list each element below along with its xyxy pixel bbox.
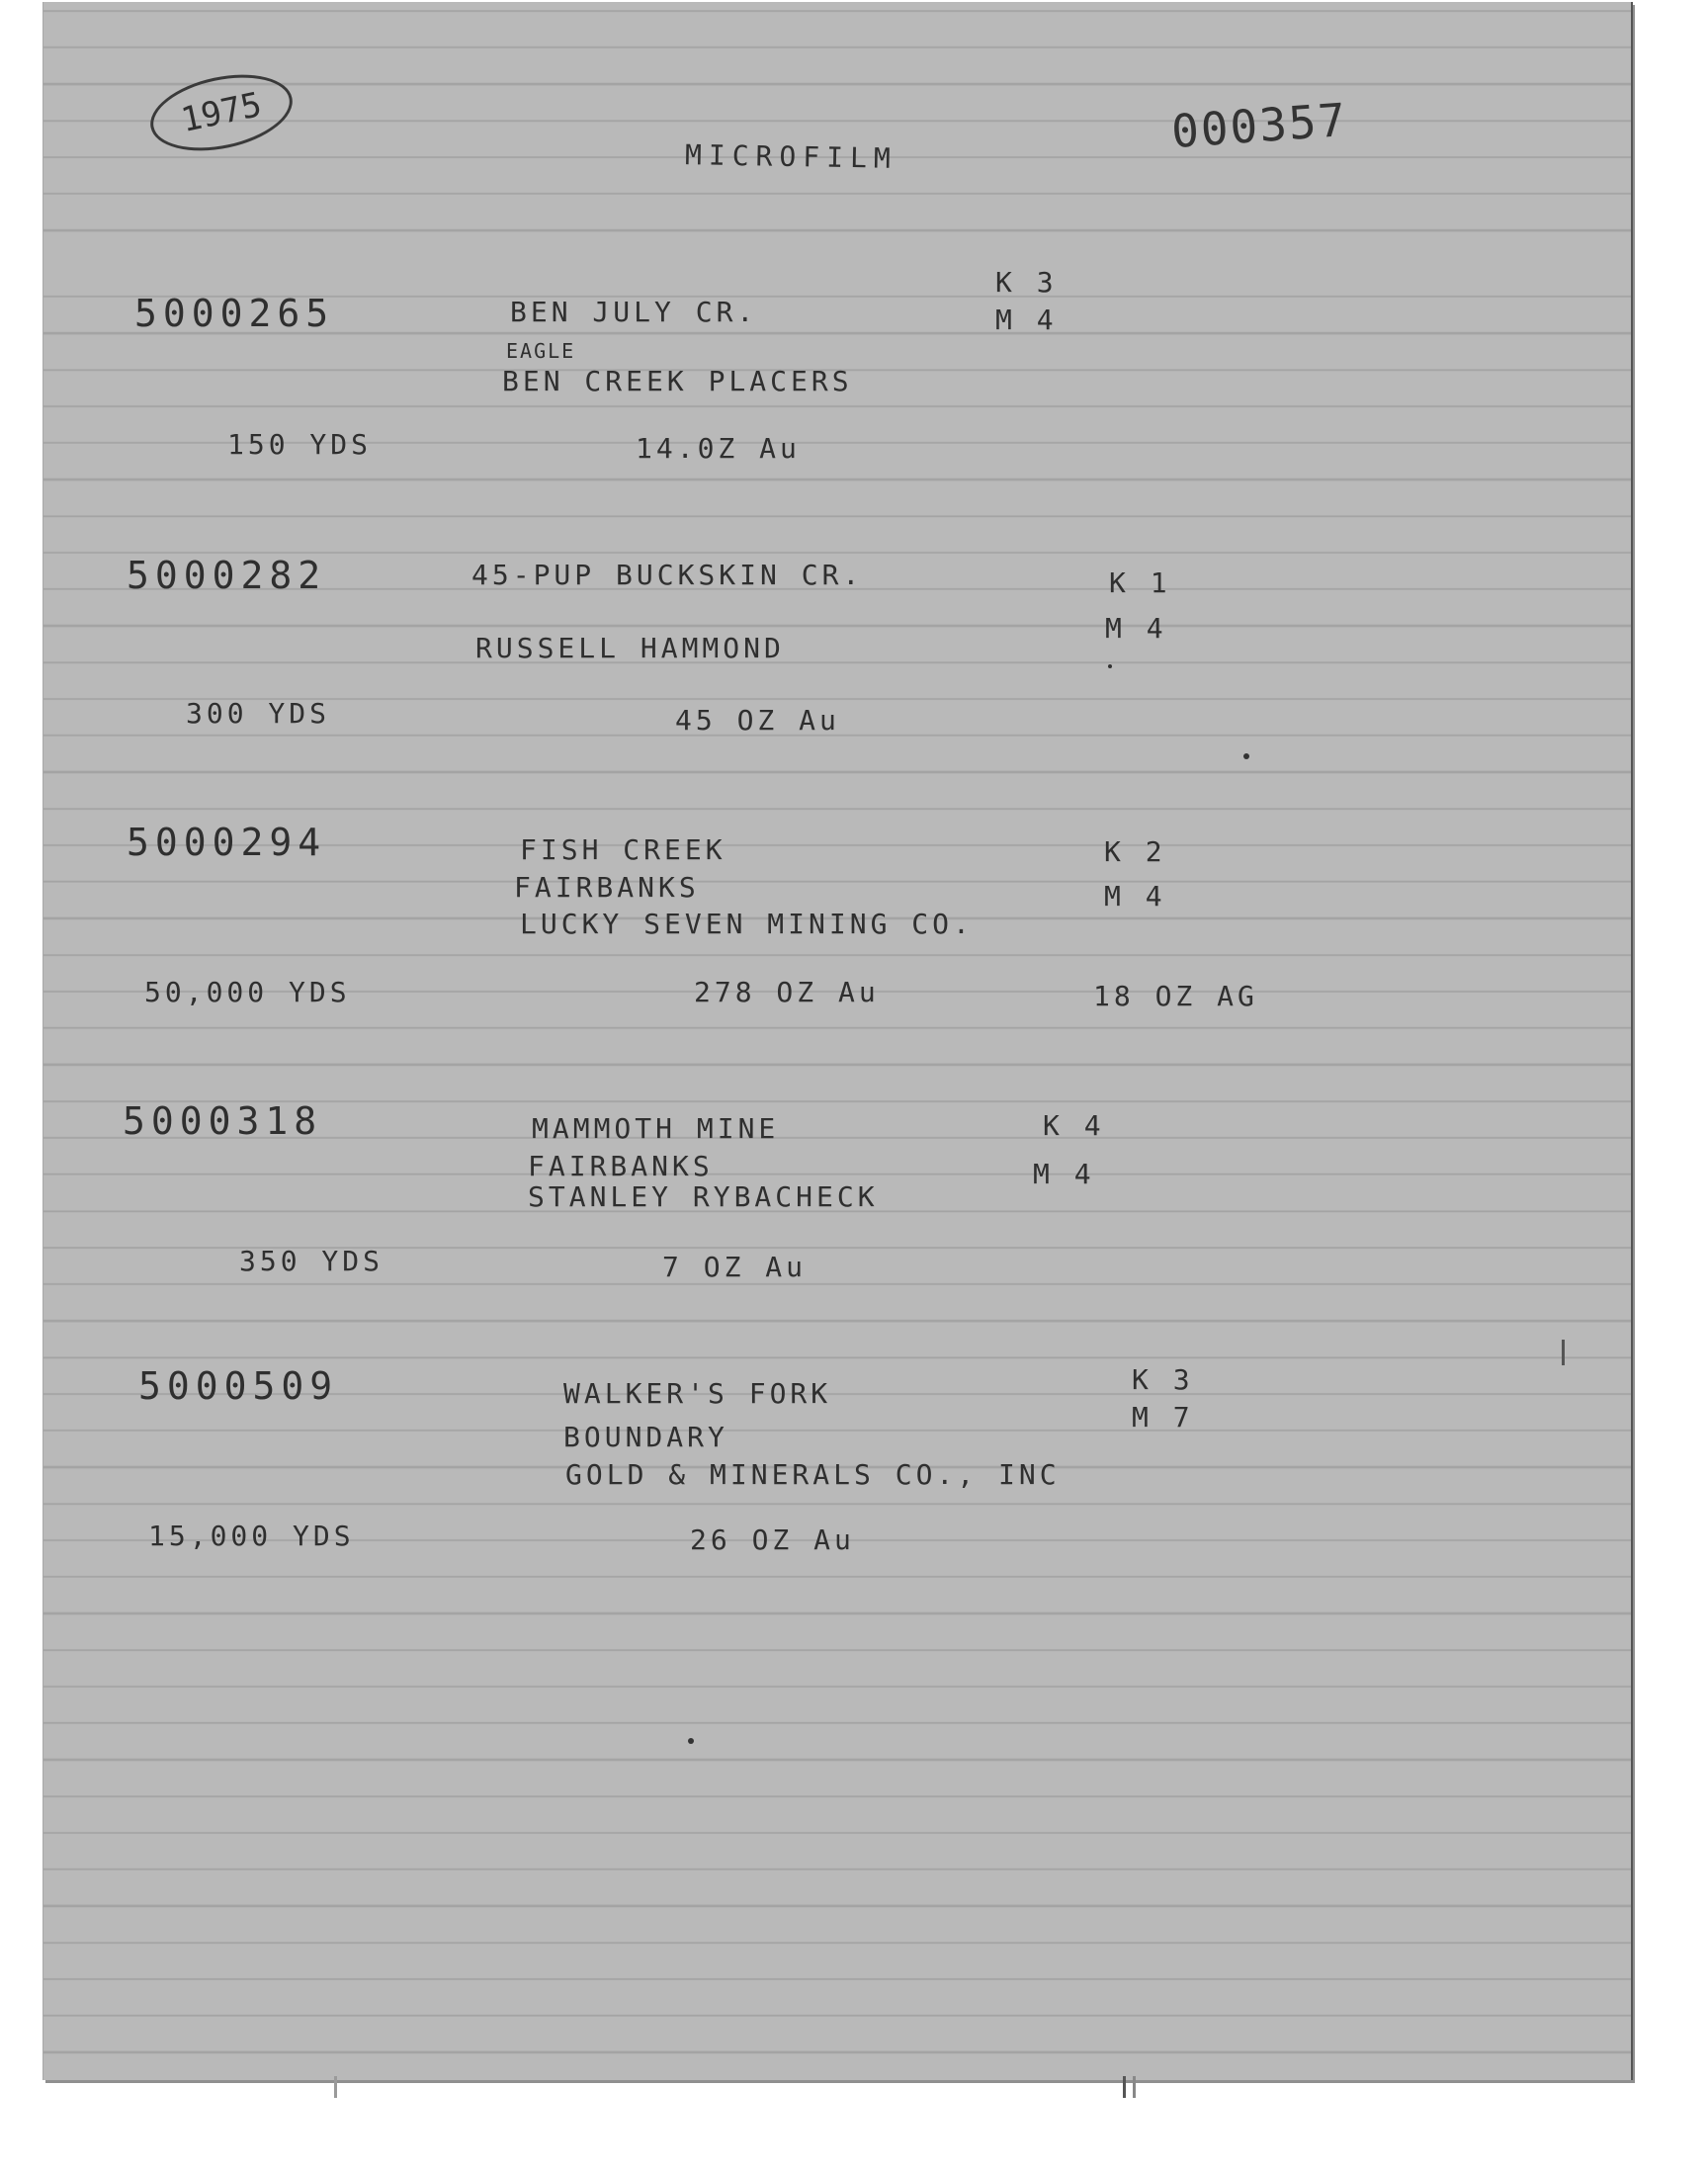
entry-yield-secondary: 18 OZ AG [1093,980,1258,1012]
entry-area: FAIRBANKS [528,1150,714,1182]
paper-speck [688,1738,694,1744]
entry-yield: 7 OZ Au [662,1251,808,1283]
entry-operator: STANLEY RYBACHECK [528,1180,879,1213]
entry-area: EAGLE [506,339,576,363]
entry-id: 5000294 [127,821,327,864]
paper-speck [1108,664,1112,668]
entry-id: 5000265 [134,292,335,335]
entry-operator: GOLD & MINERALS CO., INC [565,1458,1061,1491]
entry-code-m: M 4 [1033,1158,1095,1190]
entry-yield: 45 OZ Au [675,704,840,737]
entry-name: BEN JULY CR. [510,296,758,328]
entry-volume: 350 YDS [239,1245,384,1277]
entry-id: 5000509 [138,1364,339,1408]
entry-code-k: K 3 [1132,1363,1194,1396]
paper-speck [1243,753,1249,759]
pen-mark [1562,1340,1565,1365]
entry-operator: BEN CREEK PLACERS [502,365,853,397]
entry-area: FAIRBANKS [514,871,700,904]
entry-code-m: M 4 [995,304,1058,336]
document-number-stamp: 000357 [1169,92,1349,159]
entry-operator: LUCKY SEVEN MINING CO. [520,908,974,940]
entry-id: 5000282 [127,554,327,597]
entry-code-k: K 4 [1043,1109,1105,1142]
entry-volume: 50,000 YDS [144,976,351,1008]
entry-area: BOUNDARY [563,1421,728,1453]
entry-id: 5000318 [123,1099,323,1143]
entry-name: 45-PUP BUCKSKIN CR. [471,559,864,591]
entry-name: MAMMOTH MINE [532,1112,780,1145]
entry-name: FISH CREEK [520,833,726,866]
entry-yield: 278 OZ Au [694,976,880,1008]
entry-code-k: K 2 [1104,835,1166,868]
year-label: 1975 [177,84,266,141]
page-title: MICROFILM [684,138,897,175]
entry-yield: 14.0Z Au [636,432,801,465]
entry-code-m: M 4 [1105,612,1167,645]
entry-volume: 300 YDS [186,697,331,730]
entry-volume: 150 YDS [227,428,373,461]
entry-operator: RUSSELL HAMMOND [475,632,785,664]
entry-yield: 26 OZ Au [690,1523,855,1556]
scan-edge-mark [1133,2076,1136,2098]
entry-code-m: M 7 [1132,1401,1194,1434]
scan-edge-mark [1123,2076,1126,2098]
entry-code-k: K 3 [995,266,1058,299]
entry-code-k: K 1 [1109,566,1171,599]
entry-name: WALKER'S FORK [563,1377,832,1410]
scan-edge-mark [334,2076,337,2098]
entry-code-m: M 4 [1104,880,1166,913]
entry-volume: 15,000 YDS [148,1520,355,1552]
